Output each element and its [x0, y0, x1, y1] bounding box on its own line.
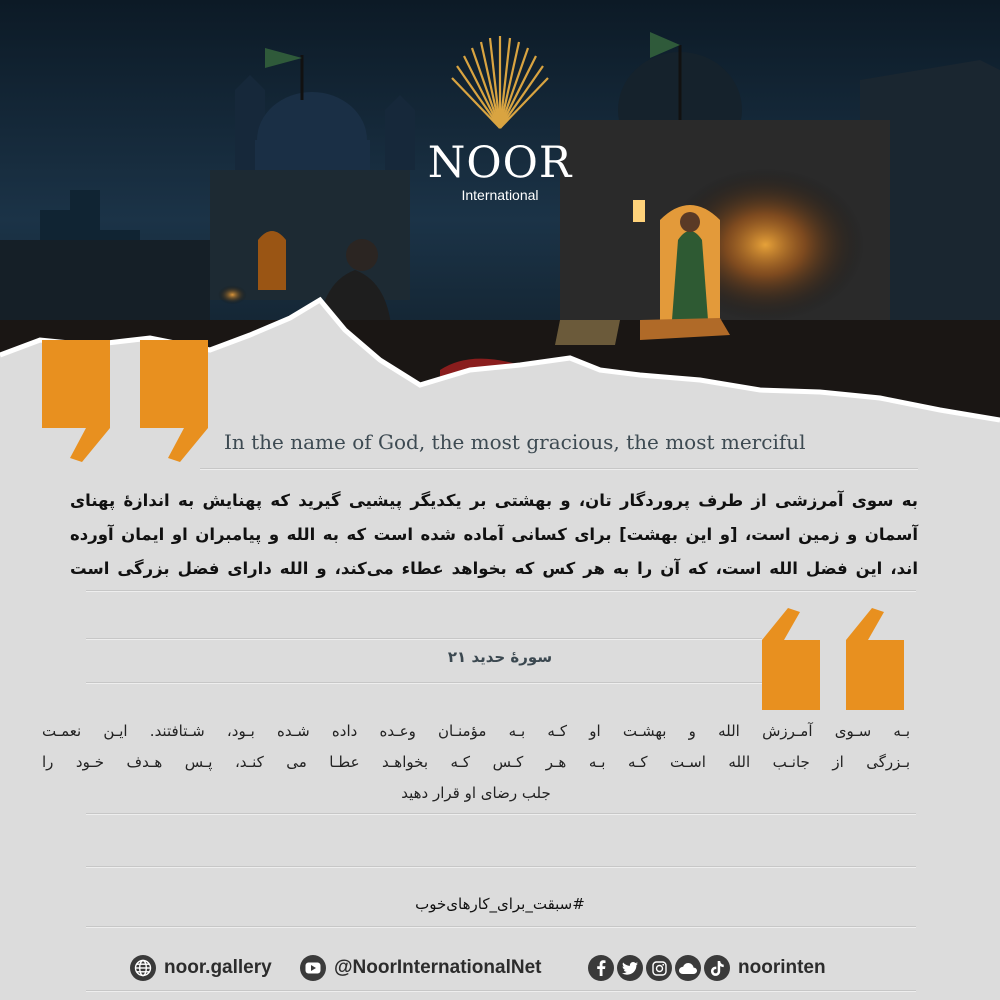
twitter-icon[interactable]	[617, 955, 643, 981]
verse-persian	[70, 484, 918, 586]
social-links[interactable]	[588, 954, 826, 982]
youtube-link[interactable]	[300, 954, 541, 982]
commentary-line: بـه سـوی آمـرزش الله و بهشـت او کـه بـه مؤمنـان وعـده داده شـده بـود، شـتافتند. ایـن نعمـت	[42, 722, 910, 740]
divider-line	[86, 590, 916, 592]
website-text: noor.gallery	[164, 957, 272, 978]
sunburst-icon	[445, 28, 555, 133]
divider-line	[86, 638, 762, 640]
logo-subtitle: International	[461, 187, 539, 203]
tiktok-icon[interactable]	[704, 955, 730, 981]
verse-line: اند، این فضل الله است، که آن را به هر کس که بخواهد عطاء می‌کند، و الله دارای فضل بزرگی است	[70, 559, 918, 578]
website-link[interactable]	[130, 954, 272, 982]
divider-line	[86, 682, 762, 684]
logo-brand: NOOR	[427, 138, 573, 188]
commentary-line: جلب رضای او قرار دهید	[401, 784, 551, 802]
instagram-icon[interactable]	[646, 955, 672, 981]
verse-commentary	[42, 716, 910, 809]
youtube-icon	[300, 955, 326, 981]
divider-line	[86, 990, 916, 992]
commentary-line: بـزرگی از جانـب الله اسـت کـه بـه هـر کـس کـه بخواهـد عطـا می کنـد، پـس هـدف خـود را	[42, 753, 910, 771]
divider-line	[86, 926, 916, 928]
english-basmala: In the name of God, the most gracious, the most merciful	[224, 430, 806, 454]
noor-logo	[410, 28, 590, 203]
verse-line: به سوی آمرزشی از طرف پروردگار تان، و بهشتی بر یکدیگر پیشیی گیرید که پهنایش به اندازۀ پهنای	[70, 491, 918, 510]
facebook-icon[interactable]	[588, 955, 614, 981]
youtube-handle: @NoorInternationalNet	[334, 957, 542, 978]
close-quote-icon	[762, 608, 904, 710]
hashtag[interactable]: #سبقت_برای_کارهای‌خوب	[415, 895, 585, 913]
divider-line	[200, 468, 918, 470]
social-handle: noorinten	[738, 957, 826, 978]
cloud-icon[interactable]	[675, 955, 701, 981]
divider-line	[86, 813, 916, 815]
globe-icon	[130, 955, 156, 981]
surah-reference: سورۀ حدید ۲۱	[447, 648, 553, 666]
verse-line: آسمان و زمین است، [و این بهشت] برای کسانی آماده شده است که به الله و پیامبران او ایمان آورده	[70, 525, 918, 544]
divider-line	[86, 866, 916, 868]
open-quote-icon	[42, 340, 208, 465]
